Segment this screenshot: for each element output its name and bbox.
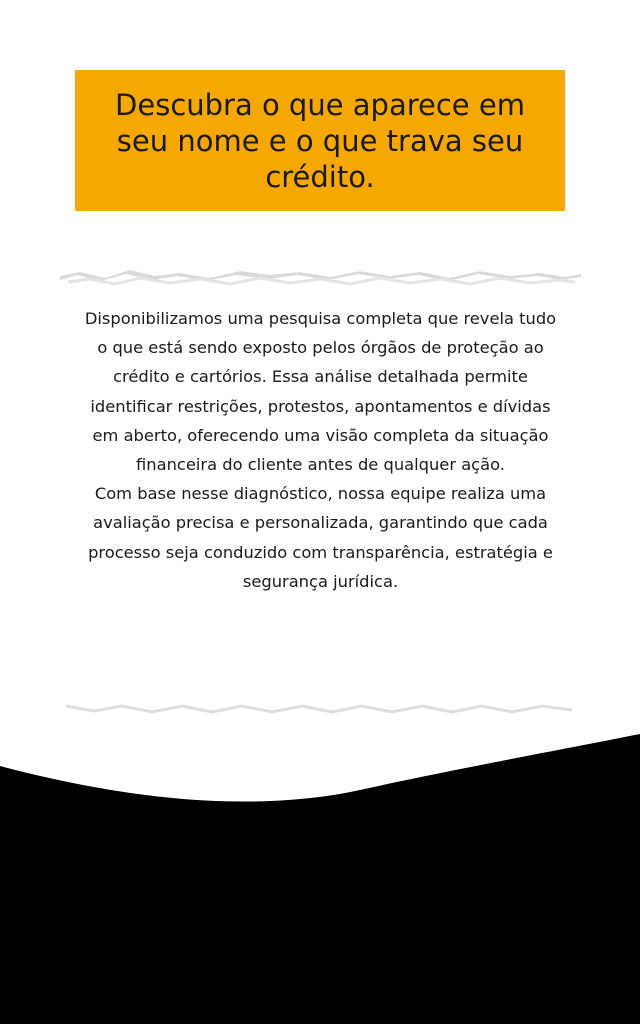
headline-title: Descubra o que aparece em seu nome e o que trava seu crédito. <box>115 87 525 194</box>
body-paragraph-2: Com base nesse diagnóstico, nossa equipe realiza uma avaliação precisa e personalizada, garantindo que cada processo seja conduzido com transparência, estratégia e segurança jurídica. <box>88 484 553 591</box>
body-copy <box>78 304 563 596</box>
black-wave-footer <box>0 730 640 1024</box>
headline-banner <box>75 70 565 211</box>
body-paragraph-1: Disponibilizamos uma pesquisa completa que revela tudo o que está sendo exposto pelos órgãos de proteção ao crédito e cartórios. Essa análise detalhada permite identificar restrições, protestos, apontamentos e dívidas em aberto, oferecendo uma visão completa da situação financeira do cliente antes de qualquer ação. <box>84 309 557 475</box>
torn-paper-card <box>60 266 581 722</box>
